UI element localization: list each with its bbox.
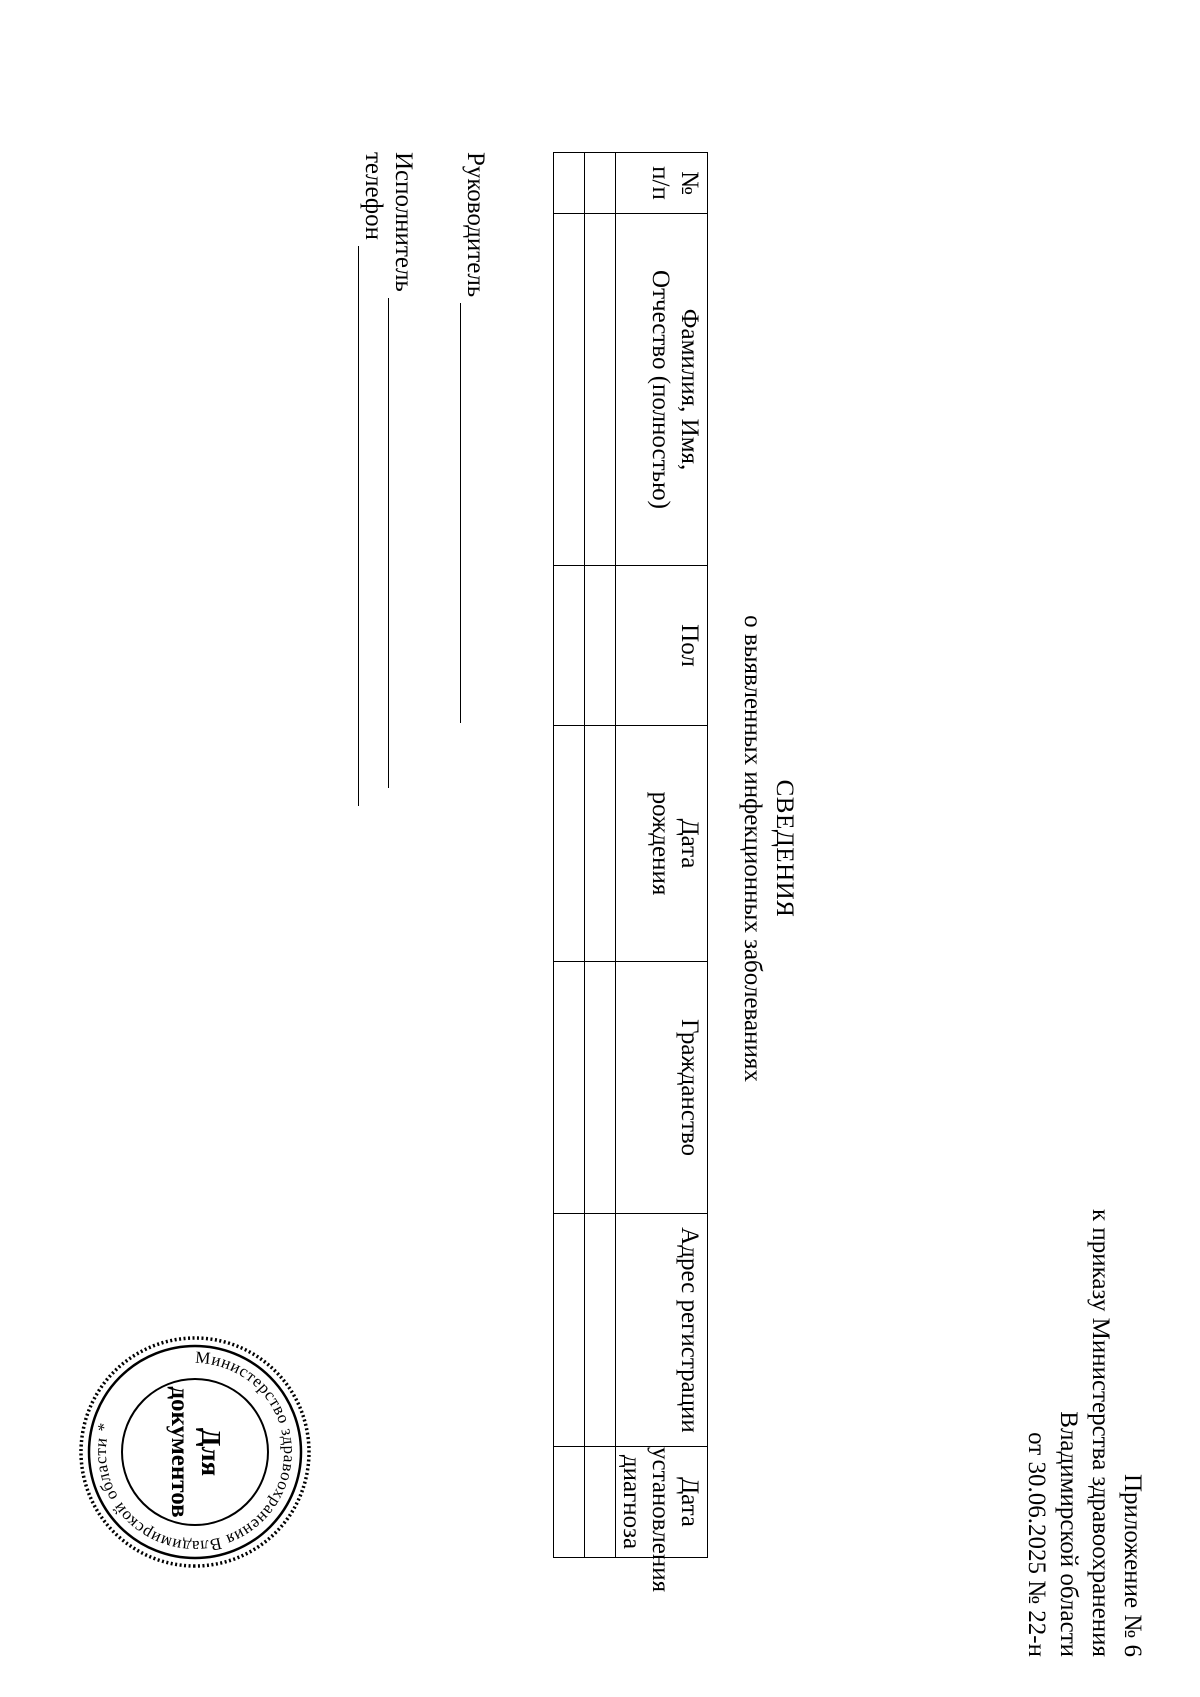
official-stamp: [75, 1332, 315, 1572]
table-cell-col-reg-address[interactable]: [554, 1214, 585, 1447]
table-cell-col-full-name[interactable]: [585, 214, 616, 566]
table-cell-col-birth-date[interactable]: [585, 726, 616, 962]
header-text: Фамилия, Имя,: [676, 308, 703, 471]
table-row: [554, 153, 585, 1558]
table-cell-col-citizenship[interactable]: [585, 962, 616, 1214]
header-col-sex: [616, 566, 708, 726]
table-cell-col-diagnosis-date[interactable]: [585, 1447, 616, 1558]
table-row: [585, 153, 616, 1558]
executor-label: Исполнитель: [390, 152, 417, 292]
stamp-center-line-2: документов: [166, 1386, 193, 1518]
header-col-diagnosis-date: [616, 1447, 708, 1593]
table-cell-col-birth-date[interactable]: [554, 726, 585, 962]
header-text: Дата: [676, 1477, 703, 1527]
header-text: Отчество (полностью): [647, 270, 674, 509]
head-label: Руководитель: [462, 152, 489, 298]
header-text: Пол: [676, 624, 703, 667]
table-cell-col-diagnosis-date[interactable]: [554, 1447, 585, 1558]
header-text: Дата: [676, 818, 703, 869]
table-cell-col-citizenship[interactable]: [554, 962, 585, 1214]
phone-line[interactable]: [358, 246, 381, 806]
table-cell-col-sex[interactable]: [585, 566, 616, 726]
executor-signature-line[interactable]: [388, 298, 411, 788]
approval-block: [1020, 1209, 1148, 1657]
appendix-number: Приложение № 6: [1119, 1473, 1146, 1657]
title-main: СВЕДЕНИЯ: [771, 779, 798, 918]
header-text: №: [676, 171, 703, 195]
table-cell-col-sex[interactable]: [554, 566, 585, 726]
header-text: установления: [647, 1447, 674, 1593]
table-body: [554, 153, 616, 1558]
order-date-number: от 30.06.2025 № 22-н: [1023, 1432, 1050, 1657]
region-name: Владимирской области: [1055, 1411, 1082, 1657]
executor-signature-row: [388, 152, 418, 806]
header-col-full-name: [616, 214, 708, 566]
document-title: [736, 0, 800, 1697]
table-cell-col-full-name[interactable]: [554, 214, 585, 566]
header-col-number: [616, 153, 708, 214]
header-text: п/п: [647, 166, 674, 200]
stamp-seal-icon: [75, 1332, 315, 1572]
report-table: [553, 152, 708, 1593]
table-cell-col-number[interactable]: [585, 153, 616, 214]
header-col-citizenship: [616, 962, 708, 1214]
header-col-reg-address: [616, 1214, 708, 1447]
header-text: Адрес регистрации: [676, 1227, 703, 1433]
table-cell-col-number[interactable]: [554, 153, 585, 214]
phone-label: телефон: [360, 152, 387, 240]
phone-row: [358, 152, 388, 806]
head-signature-row: [460, 152, 490, 806]
header-text: Гражданство: [676, 1018, 703, 1157]
table-cell-col-reg-address[interactable]: [585, 1214, 616, 1447]
header-text: диагноза: [618, 1454, 645, 1550]
order-reference: к приказу Министерства здравоохранения: [1087, 1208, 1114, 1657]
stamp-ring-text: Министерство здравоохранения Владимирской области *: [90, 1347, 300, 1557]
header-text: рождения: [647, 791, 674, 896]
signature-block: [358, 152, 490, 806]
table-header-row: [616, 153, 708, 1558]
head-signature-line[interactable]: [460, 303, 483, 723]
stamp-center-line-1: Для: [196, 1427, 226, 1477]
header-col-birth-date: [616, 726, 708, 962]
title-subtitle: о выявленных инфекционных заболеваниях: [739, 615, 766, 1082]
